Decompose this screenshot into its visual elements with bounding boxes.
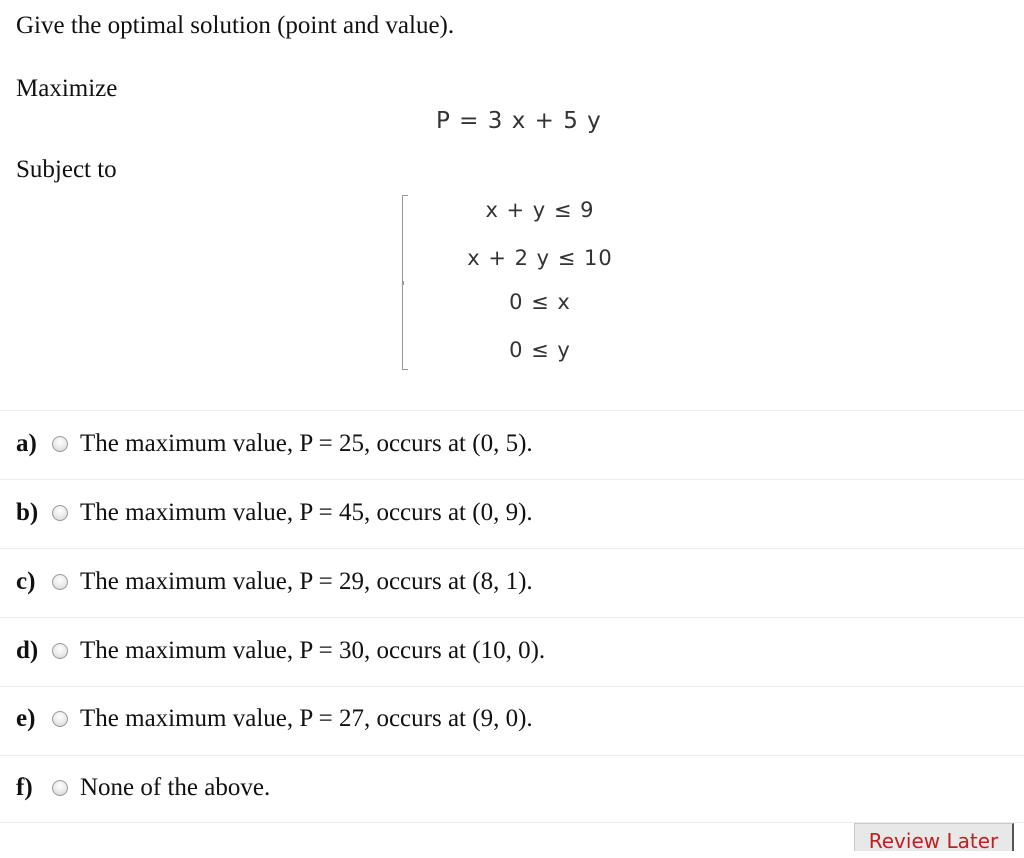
divider xyxy=(0,755,1024,756)
option-letter: f) xyxy=(16,774,33,801)
radio-button-d[interactable] xyxy=(52,643,68,659)
option-letter: e) xyxy=(16,705,36,732)
option-text: The maximum value, P = 29, occurs at (8, 1). xyxy=(80,568,533,595)
constraint-3: 0 ≤ x xyxy=(509,290,571,314)
maximize-label: Maximize xyxy=(16,75,118,102)
option-text: The maximum value, P = 27, occurs at (9, 0). xyxy=(80,705,533,732)
option-text: The maximum value, P = 30, occurs at (10, 0). xyxy=(80,637,546,664)
radio-button-a[interactable] xyxy=(52,436,68,452)
radio-button-e[interactable] xyxy=(52,711,68,727)
divider xyxy=(0,686,1024,687)
subject-to-label: Subject to xyxy=(16,156,117,183)
option-a[interactable] xyxy=(16,424,533,464)
divider xyxy=(0,548,1024,549)
constraint-2: x + 2 y ≤ 10 xyxy=(467,246,613,270)
divider xyxy=(0,479,1024,480)
review-later-button[interactable]: Review Later xyxy=(854,823,1014,851)
divider xyxy=(0,410,1024,411)
radio-button-b[interactable] xyxy=(52,505,68,521)
option-e[interactable] xyxy=(16,699,533,739)
option-letter: a) xyxy=(16,430,37,457)
option-letter: b) xyxy=(16,499,39,526)
divider xyxy=(0,617,1024,618)
option-c[interactable] xyxy=(16,562,533,602)
option-text: None of the above. xyxy=(80,774,271,801)
objective-function: P = 3 x + 5 y xyxy=(436,108,602,134)
option-text: The maximum value, P = 45, occurs at (0, 9). xyxy=(80,499,533,526)
option-d[interactable] xyxy=(16,631,545,671)
constraint-1: x + y ≤ 9 xyxy=(485,198,595,222)
question-prompt: Give the optimal solution (point and value). xyxy=(16,12,455,39)
option-letter: d) xyxy=(16,637,39,664)
radio-button-f[interactable] xyxy=(52,780,68,796)
option-letter: c) xyxy=(16,568,36,595)
option-f[interactable] xyxy=(16,768,270,808)
constraint-brace xyxy=(402,195,409,370)
radio-button-c[interactable] xyxy=(52,574,68,590)
constraint-4: 0 ≤ y xyxy=(509,338,571,362)
option-b[interactable] xyxy=(16,493,533,533)
option-text: The maximum value, P = 25, occurs at (0, 5). xyxy=(80,430,533,457)
